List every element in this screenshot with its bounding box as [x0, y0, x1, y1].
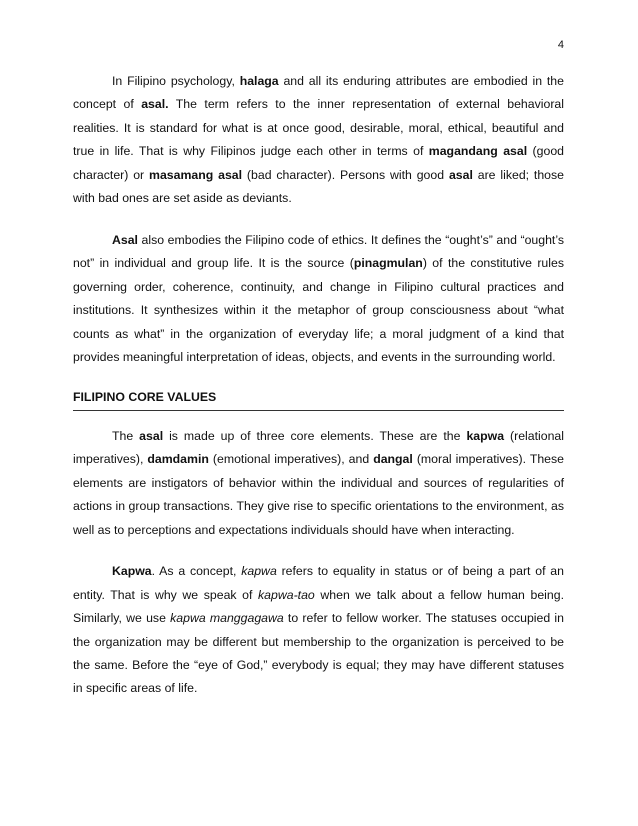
text-run: The — [112, 428, 140, 443]
text-run: and all its enduring attributes are embodied in the concept of — [73, 74, 564, 112]
text-run: when we talk about a fellow human being. Similarly, we use — [73, 587, 564, 626]
section-heading: FILIPINO CORE VALUES — [73, 388, 564, 411]
text-run: (bad character). Persons with good — [242, 167, 449, 182]
term-magandang-asal: magandang asal — [428, 144, 528, 159]
term-kapwa-manggagawa: kapwa manggagawa — [170, 611, 284, 626]
paragraph-spacer — [73, 542, 564, 561]
paragraph-spacer — [73, 369, 564, 388]
term-kapwa: kapwa — [466, 428, 505, 443]
paragraph-code-of-ethics — [73, 229, 564, 369]
term-kapwa-tao: kapwa-tao — [258, 587, 315, 602]
text-run: (good character) or — [73, 144, 564, 182]
text-run: to refer to fellow worker. The statuses occupied in the organization may be different but membership to the organization is perceived to be the same. Before the “eye of God,” everybody is equal; they may have different statuses in specific areas of life. — [73, 611, 564, 696]
text-run: refers to equality in status or of being a part of an entity. That is why we speak of — [73, 564, 564, 602]
text-run: are liked; those with bad ones are set aside as deviants. — [73, 167, 565, 206]
term-asal: asal — [448, 167, 473, 182]
term-kapwa: Kapwa — [112, 564, 152, 579]
document-body — [73, 70, 564, 701]
text-run: . As a concept, — [151, 564, 242, 579]
term-halaga: halaga — [239, 74, 279, 88]
text-run: The term refers to the inner representation of external behavioral realities. It is standard for what is at once good, desirable, moral, ethical, beautiful and true in life. That is why Filipinos judge each other in terms of — [73, 97, 564, 159]
term-damdamin: damdamin — [147, 452, 209, 467]
text-run: In Filipino psychology, — [112, 74, 240, 88]
paragraph-kapwa — [73, 560, 564, 700]
text-run: is made up of three core elements. These are the — [163, 428, 467, 443]
text-run: (moral imperatives). These elements are instigators of behavior within the individual and sources of regularities of actions in group transactions. They give rise to specific orientations to the environment, as well as to perceptions and expectations individuals should have when interacting. — [73, 452, 564, 537]
text-run: ) of the constitutive rules governing order, coherence, continuity, and change in Filipino cultural practices and institutions. It synthesizes within it the metaphor of group consciousness about “what counts as what” in the organization of everyday life; a moral judgment of a kind that provides meaningful interpretation of ideas, objects, and events in the surrounding world. — [73, 256, 564, 364]
paragraph-core-elements — [73, 425, 564, 542]
term-asal: asal — [139, 428, 164, 443]
term-asal: Asal — [112, 232, 138, 247]
term-asal: asal. — [141, 97, 169, 112]
term-kapwa-italic: kapwa — [241, 564, 277, 579]
paragraph-spacer — [73, 210, 564, 229]
text-run: (relational imperatives), — [73, 428, 564, 467]
term-dangal: dangal — [373, 452, 413, 467]
paragraph-halaga-asal — [73, 70, 564, 210]
text-run: also embodies the Filipino code of ethics. It defines the “ought’s” and “ought’s not” in individual and group life. It is the source ( — [73, 232, 564, 271]
paragraph-spacer — [73, 411, 564, 425]
term-masamang-asal: masamang asal — [149, 167, 243, 182]
term-pinagmulan: pinagmulan — [353, 256, 423, 271]
page-number: 4 — [557, 39, 564, 51]
text-run: (emotional imperatives), and — [208, 452, 374, 467]
